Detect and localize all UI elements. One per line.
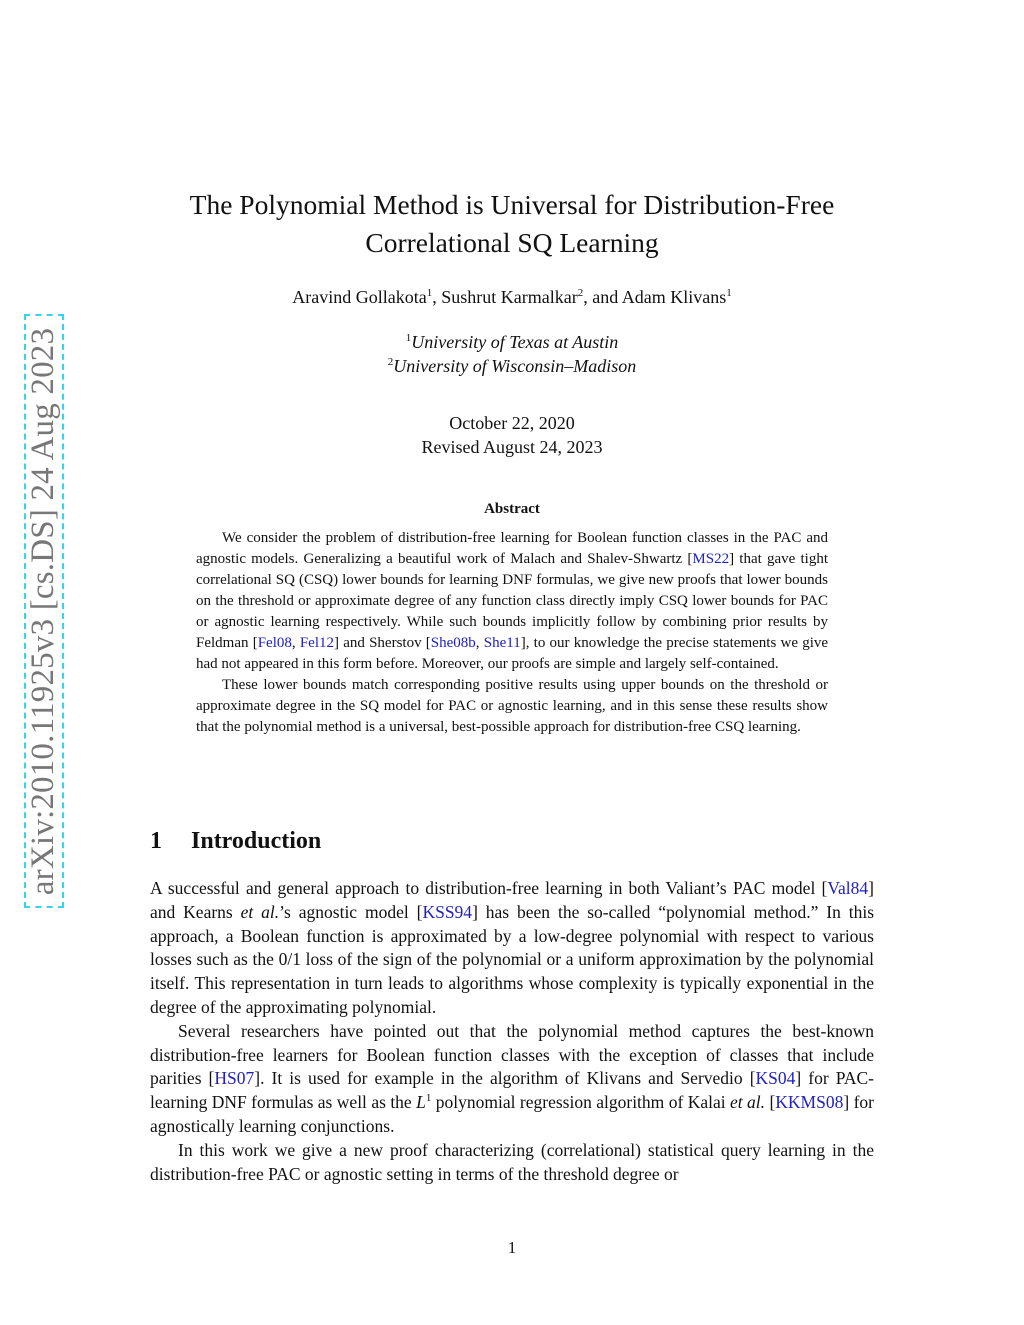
- author-separator: , and: [583, 287, 622, 307]
- citation-link[interactable]: Fel12: [299, 635, 335, 651]
- text-run: We consider the problem of distribution-free learning for Boolean function classes in the PAC and agnostic models. Generalizing a beautiful work of Malach and Shalev-Shwartz [: [196, 530, 828, 567]
- text-run: polynomial regression algorithm of Kalai: [431, 1092, 730, 1113]
- affiliation: [130, 330, 894, 354]
- citation-link[interactable]: HS07: [214, 1068, 255, 1089]
- affiliation-mark: 1: [405, 332, 412, 344]
- emphasis: et al.: [730, 1092, 766, 1113]
- text-run: ]. It is used for example in the algorithm of Klivans and Servedio [: [254, 1068, 756, 1089]
- text-run: ,: [475, 635, 484, 651]
- title-line-2: Correlational SQ Learning: [365, 227, 659, 258]
- math-symbol: L: [416, 1092, 426, 1113]
- original-date: October 22, 2020: [449, 413, 575, 433]
- arxiv-identifier: arXiv:2010.11925v3 [cs.DS] 24 Aug 2023: [25, 327, 62, 895]
- introduction-body: [150, 877, 874, 1186]
- author-name: Aravind Gollakota: [292, 287, 427, 307]
- paper-title: [130, 186, 894, 262]
- author-name: Adam Klivans: [621, 287, 727, 307]
- section-heading: [150, 828, 321, 855]
- abstract-heading: Abstract: [484, 501, 540, 517]
- text-run: ], to our knowledge the precise statements we give had not appeared in this form before. Moreover, our proofs are simple and largely self-contained.: [196, 635, 829, 672]
- citation-link[interactable]: KSS94: [422, 901, 473, 922]
- text-run: ] for PAC-learning DNF formulas as well as the: [150, 1068, 874, 1113]
- affiliation-list: [130, 330, 894, 378]
- citation-link[interactable]: KKMS08: [775, 1092, 844, 1113]
- author-affiliation-mark: 1: [726, 287, 732, 299]
- citation-link[interactable]: Fel08: [257, 635, 292, 651]
- author-separator: ,: [432, 287, 442, 307]
- abstract-paragraph: These lower bounds match corresponding positive results using upper bounds on the threshold or approximate degree in the SQ model for PAC or agnostic learning, and in this sense these results show that the polynomial method is a universal, best-possible approach for distribution-free CSQ learning.: [196, 677, 828, 735]
- emphasis: et al.: [240, 901, 280, 922]
- section-title: Introduction: [191, 828, 322, 854]
- text-run: ’s agnostic model [: [279, 901, 423, 922]
- text-run: ] and Sherstov [: [334, 635, 431, 651]
- text-run: ] and Kearns: [150, 878, 874, 922]
- body-paragraph: [150, 877, 874, 1020]
- citation-link[interactable]: She08b: [430, 635, 476, 651]
- math-superscript: 1: [425, 1092, 432, 1105]
- citation-link[interactable]: Val84: [827, 878, 869, 898]
- body-paragraph: In this work we give a new proof characterizing (correlational) statistical query learning in the distribution-free PAC or agnostic setting in terms of the threshold degree or: [150, 1139, 874, 1184]
- paper-dates: [130, 411, 894, 459]
- affiliation-mark: 2: [387, 356, 394, 368]
- author-affiliation-mark: 2: [577, 287, 584, 299]
- author-affiliation-mark: 1: [426, 287, 433, 299]
- body-paragraph: [150, 1020, 874, 1139]
- abstract: [196, 528, 828, 738]
- revised-date: Revised August 24, 2023: [421, 437, 603, 457]
- text-run: ,: [291, 635, 300, 651]
- affiliation: [130, 354, 894, 378]
- text-run: ] for agnostically learning conjunctions.: [150, 1092, 875, 1136]
- citation-link[interactable]: KS04: [755, 1068, 796, 1089]
- author-name: Sushrut Karmalkar: [441, 287, 578, 307]
- citation-link[interactable]: MS22: [692, 551, 730, 567]
- author-list: [130, 286, 894, 308]
- text-run: [: [765, 1092, 776, 1113]
- title-line-1: The Polynomial Method is Universal for Distribution-Free: [189, 189, 835, 220]
- page-number: 1: [507, 1238, 517, 1257]
- text-run: ] has been the so-called “polynomial method.” In this approach, a Boolean function is approximated by a low-degree polynomial with respect to various losses such as the 0/1 loss of the sign of the polynomial or a uniform approximation by the polynomial itself. This representation in turn leads to algorithms whose complexity is typically exponential in the degree of the approximating polynomial.: [150, 901, 875, 1017]
- text-run: ] that gave tight correlational SQ (CSQ) lower bounds for learning DNF formulas, we give new proofs that lower bounds on the threshold or approximate degree of any function class directly imply CSQ lower bounds for PAC or agnostic learning respectively. While such bounds implicitly follow by combining prior results by Feldman [: [196, 551, 828, 651]
- text-run: A successful and general approach to distribution-free learning in both Valiant’s PAC model [: [150, 878, 828, 898]
- affiliation-name: University of Wisconsin–Madison: [393, 356, 637, 376]
- affiliation-name: University of Texas at Austin: [411, 332, 619, 352]
- citation-link[interactable]: She11: [483, 635, 521, 651]
- abstract-paragraph: [196, 528, 828, 675]
- arxiv-stamp: [24, 314, 64, 908]
- text-run: Several researchers have pointed out that the polynomial method captures the best-known distribution-free learners for Boolean function classes with the exception of classes that include parities [: [150, 1020, 874, 1089]
- section-number: 1: [150, 828, 162, 854]
